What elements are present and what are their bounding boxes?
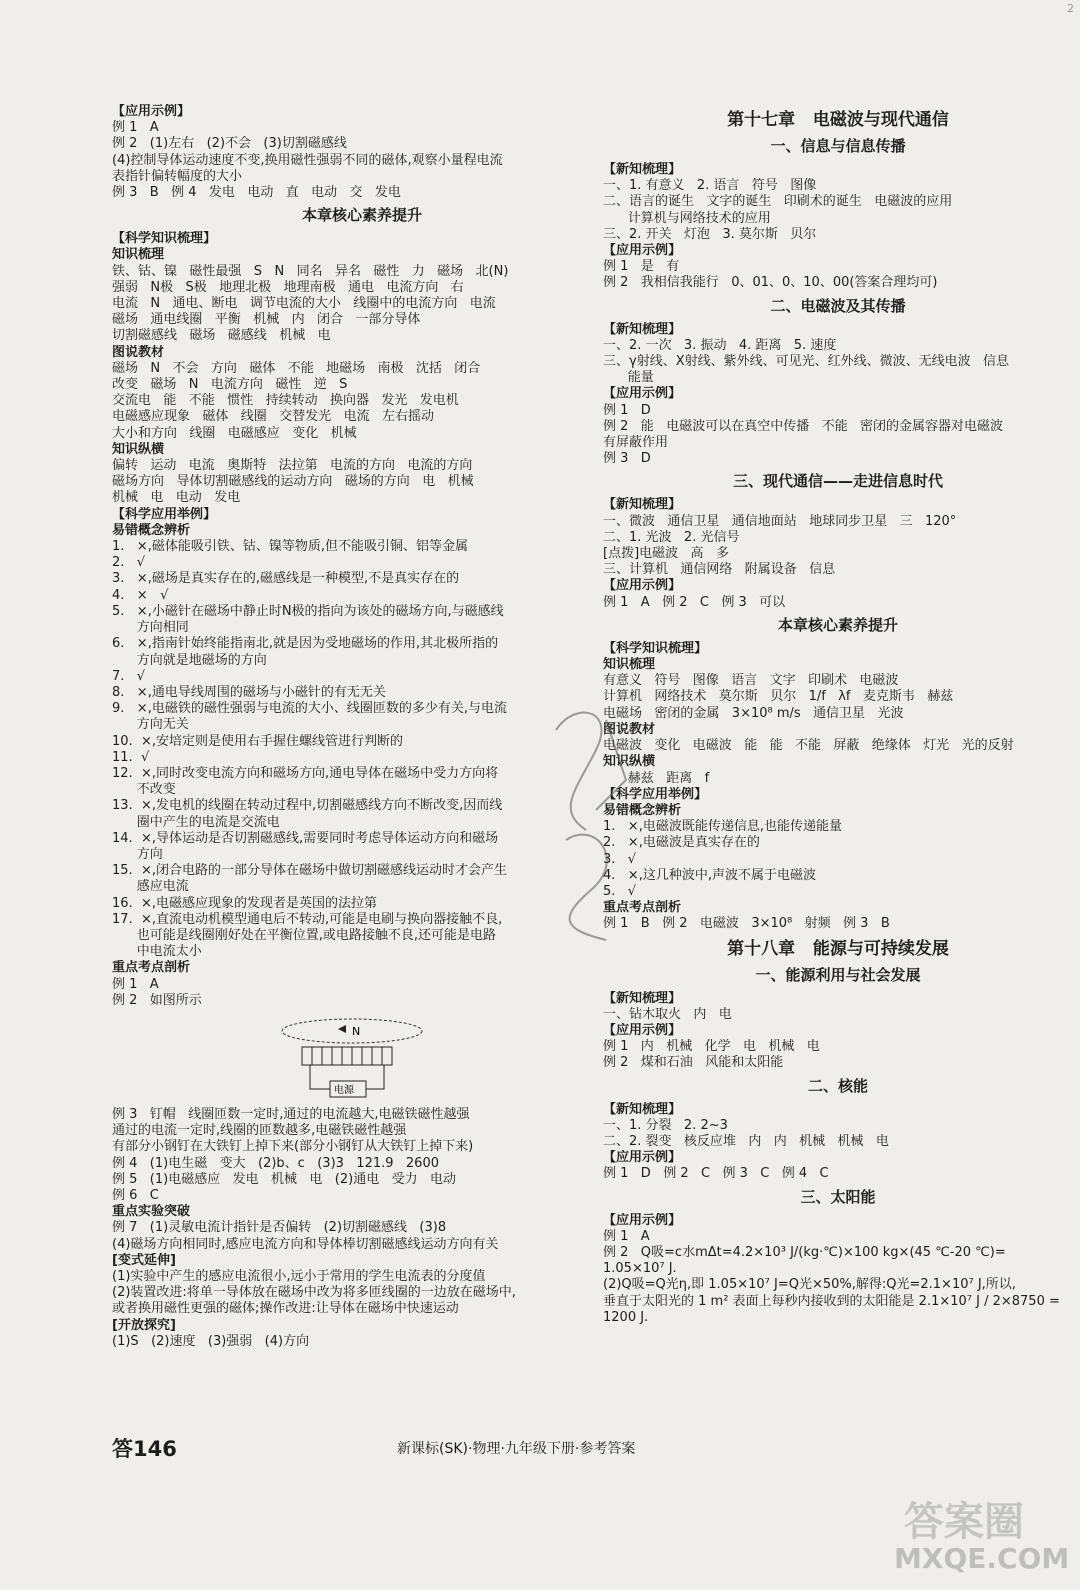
- answer-line: 1. ×,电磁波既能传递信息,也能传递能量: [603, 819, 842, 835]
- answer-line: (4)磁场方向相同时,感应电流方向和导体棒切割磁感线运动方向有关: [112, 1236, 499, 1252]
- answer-line: 计算机 网络技术 莫尔斯 贝尔 1/f λf 麦克斯韦 赫兹: [603, 689, 954, 705]
- subsection-label: 易错概念辨析: [112, 522, 191, 538]
- answer-line: [点拨]电磁波 高 多: [603, 546, 729, 562]
- answer-line: 不改变: [112, 782, 176, 798]
- answer-line: 大小和方向 线圈 电磁感应 变化 机械: [112, 425, 357, 441]
- answer-line: 一、钻木取火 内 电: [603, 1006, 732, 1022]
- right-column: [603, 104, 1073, 1326]
- answer-line: 二、2. 裂变 核反应堆 内 内 机械 机械 电: [603, 1133, 889, 1149]
- answer-line: 三、2. 开关 灯泡 3. 莫尔斯 贝尔: [603, 226, 817, 242]
- answer-line: 磁场 N 不会 方向 磁体 不能 地磁场 南极 沈括 闭合: [112, 360, 481, 376]
- answer-line: 二、语言的诞生 文字的诞生 印刷术的诞生 电磁波的应用: [603, 194, 953, 210]
- answer-line: 例 3 钉帽 线圈匝数一定时,通过的电流越大,电磁铁磁性越强: [112, 1106, 470, 1122]
- bracket-label: [开放探究]: [112, 1317, 176, 1333]
- answer-line: 7. √: [112, 668, 146, 684]
- answer-line: 磁场 通电线圈 平衡 机械 内 闭合 一部分导体: [112, 312, 421, 328]
- answer-line: 例 2 能 电磁波可以在真空中传播 不能 密闭的金属容器对电磁波: [603, 418, 1003, 434]
- diagram-source-label: 电源: [334, 1084, 354, 1096]
- answer-line: 例 1 A: [112, 120, 159, 136]
- watermark-logo-chars: 答案圈: [904, 1499, 1024, 1545]
- answer-line: 感应电流: [112, 879, 189, 895]
- answer-line: 垂直于太阳光的 1 m² 表面上每秒内接收到的太阳能是 2.1×10⁷ J / 2×8750 =: [603, 1293, 1060, 1309]
- answer-line: 三、计算机 通信网络 附属设备 信息: [603, 562, 836, 578]
- answer-line: 方向无关: [112, 717, 189, 733]
- answer-line: 通过的电流一定时,线圈的匝数越多,电磁铁磁性越强: [112, 1123, 407, 1139]
- bracket-label: 【应用示例】: [603, 243, 682, 259]
- answer-line: 例 6 C: [112, 1187, 159, 1203]
- answer-line: 一、1. 分裂 2. 2~3: [603, 1117, 728, 1133]
- answer-line: 能量: [603, 370, 654, 386]
- answer-line: 5. √: [603, 883, 637, 899]
- answer-line: 1. ×,磁体能吸引铁、钴、镍等物质,但不能吸引铜、铝等金属: [112, 539, 468, 555]
- subsection-label: 图说教材: [112, 344, 165, 360]
- answer-line: 一、微波 通信卫星 通信地面站 地球同步卫星 三 120°: [603, 513, 957, 529]
- answer-line: 1200 J.: [603, 1309, 649, 1325]
- subsection-label: 图说教材: [603, 721, 656, 737]
- watermark-logo: [894, 1490, 1070, 1582]
- answer-line: 例 5 (1)电磁感应 发电 机械 电 (2)通电 受力 电动: [112, 1171, 457, 1187]
- answer-line: 17. ×,直流电动机模型通电后不转动,可能是电刷与换向器接触不良,: [112, 911, 503, 927]
- answer-line: 磁场方向 导体切割磁感线的运动方向 磁场的方向 电 机械: [112, 474, 474, 490]
- page-footer: [112, 1433, 812, 1473]
- answer-line: 有意义 符号 图像 语言 文字 印刷术 电磁波: [603, 673, 899, 689]
- answer-line: 一、1. 有意义 2. 语言 符号 图像: [603, 178, 817, 194]
- answer-line: 例 2 我相信我能行 0、01、0、10、00(答案合理均可): [603, 275, 938, 291]
- bracket-label: 【科学知识梳理】: [112, 231, 217, 247]
- answer-line: 8. ×,通电导线周围的磁场与小磁针的有无无关: [112, 684, 386, 700]
- answer-line: 9. ×,电磁铁的磁性强弱与电流的大小、线圈匝数的多少有关,与电流: [112, 701, 507, 717]
- answer-line: 或者换用磁性更强的磁体;操作改进:让导体在磁场中快速运动: [112, 1301, 459, 1317]
- answer-line: 电流 N 通电、断电 调节电流的大小 线圈中的电流方向 电流: [112, 296, 496, 312]
- answer-line: 例 1 是 有: [603, 259, 680, 275]
- answer-line: 机械 电 电动 发电: [112, 490, 241, 506]
- answer-line: 例 1 A: [603, 1228, 650, 1244]
- footer-title: 新课标(SK)·物理·九年级下册·参考答案: [397, 1441, 636, 1457]
- answer-line: 16. ×,电磁感应现象的发现者是英国的法拉第: [112, 895, 377, 911]
- subsection-label: 知识梳理: [112, 247, 165, 263]
- electromagnet-diagram: [112, 1013, 612, 1101]
- page-number: 答146: [112, 1437, 177, 1461]
- answer-line: (2)Q吸=Q光η,即 1.05×10⁷ J=Q光×50%,解得:Q光=2.1×10⁷ J,所以,: [603, 1277, 1016, 1293]
- bracket-label: 【科学应用举例】: [603, 786, 708, 802]
- answer-line: 15. ×,闭合电路的一部分导体在磁场中做切割磁感线运动时才会产生: [112, 863, 507, 879]
- answer-line: 4. ×,这几种波中,声波不属于电磁波: [603, 867, 816, 883]
- answer-line: 方向就是地磁场的方向: [112, 652, 267, 668]
- answer-line: 方向相同: [112, 620, 189, 636]
- left-column: [112, 104, 612, 1350]
- answer-line: 例 1 A: [112, 976, 159, 992]
- answer-line: 2. √: [112, 555, 146, 571]
- answer-line: 例 2 (1)左右 (2)不会 (3)切割磁感线: [112, 136, 347, 152]
- section-heading: 三、太阳能: [800, 1187, 876, 1206]
- section-heading: 二、电磁波及其传播: [770, 296, 906, 315]
- answer-line: 强弱 N极 S极 地理北极 地理南极 通电 电流方向 右: [112, 279, 464, 295]
- section-heading: 二、核能: [807, 1076, 868, 1095]
- bracket-label: 【应用示例】: [603, 578, 682, 594]
- bracket-label: 【应用示例】: [603, 386, 682, 402]
- chapter-title: 第十八章 能源与可持续发展: [727, 938, 949, 959]
- section-heading: 一、能源利用与社会发展: [755, 965, 921, 984]
- answer-line: 电磁场 密闭的金属 3×10⁸ m/s 通信卫星 光波: [603, 705, 904, 721]
- subsection-label: 重点考点剖析: [112, 960, 191, 976]
- answer-line: 3. ×,磁场是真实存在的,磁感线是一种模型,不是真实存在的: [112, 571, 460, 587]
- diagram-n-label: N: [352, 1024, 361, 1038]
- answer-line: 例 1 内 机械 化学 电 机械 电: [603, 1039, 820, 1055]
- answer-line: 6. ×,指南针始终能指南北,就是因为受地磁场的作用,其北极所指的: [112, 636, 499, 652]
- answer-line: 圈中产生的电流是交流电: [112, 814, 280, 830]
- bracket-label: [变式延伸]: [112, 1252, 176, 1268]
- answer-line: 电磁感应现象 磁体 线圈 交替发光 电流 左右摇动: [112, 409, 434, 425]
- answer-line: 5. ×,小磁针在磁场中静止时N极的指向为该处的磁场方向,与磁感线: [112, 603, 504, 619]
- subsection-label: 重点实验突破: [112, 1204, 191, 1220]
- bracket-label: 【新知梳理】: [603, 990, 682, 1006]
- subsection-label: 重点考点剖析: [603, 900, 682, 916]
- answer-line: 电磁波 变化 电磁波 能 能 不能 屏蔽 绝缘体 灯光 光的反射: [603, 738, 1014, 754]
- answer-line: 表指针偏转幅度的大小: [112, 168, 243, 184]
- answer-line: 2. ×,电磁波是真实存在的: [603, 835, 760, 851]
- subsection-label: 易错概念辨析: [603, 802, 682, 818]
- answer-line: 例 2 煤和石油 风能和太阳能: [603, 1055, 784, 1071]
- corner-mark: 2: [1067, 2, 1074, 15]
- answer-line: 铁、钴、镍 磁性最强 S N 同名 异名 磁性 力 磁场 北(N): [112, 263, 509, 279]
- answer-line: (1)S (2)速度 (3)强弱 (4)方向: [112, 1333, 310, 1349]
- answer-line: 例 4 (1)电生磁 变大 (2)b、c (3)3 121.9 2600: [112, 1155, 439, 1171]
- section-heading: 三、现代通信——走进信息时代: [732, 472, 943, 491]
- bracket-label: 【科学知识梳理】: [603, 640, 708, 656]
- bracket-label: 【科学应用举例】: [112, 506, 217, 522]
- answer-line: 例 7 (1)灵敏电流计指针是否偏转 (2)切割磁感线 (3)8: [112, 1220, 447, 1236]
- subsection-label: 知识纵横: [112, 441, 165, 457]
- subsection-label: 知识梳理: [603, 657, 656, 673]
- answer-line: 偏转 运动 电流 奥斯特 法拉第 电流的方向 电流的方向: [112, 458, 473, 474]
- answer-line: 有部分小钢钉在大铁钉上掉下来(部分小钢钉从大铁钉上掉下来): [112, 1139, 474, 1155]
- answer-line: 例 1 A 例 2 C 例 3 可以: [603, 594, 786, 610]
- bracket-label: 【新知梳理】: [603, 497, 682, 513]
- answer-line: 1.05×10⁷ J.: [603, 1261, 677, 1277]
- answer-line: 14. ×,导体运动是否切割磁感线,需要同时考虑导体运动方向和磁场: [112, 830, 499, 846]
- subsection-label: 知识纵横: [603, 754, 656, 770]
- answer-line: (2)装置改进:将单一导体放在磁场中改为将多匝线圈的一边放在磁场中,: [112, 1285, 516, 1301]
- answer-line: 切割磁感线 磁场 磁感线 机械 电: [112, 328, 331, 344]
- bracket-label: 【应用示例】: [603, 1212, 682, 1228]
- answer-line: 11. √: [112, 749, 150, 765]
- chapter-title: 第十七章 电磁波与现代通信: [727, 110, 949, 130]
- section-heading: 本章核心素养提升: [301, 206, 422, 225]
- answer-line: 改变 磁场 N 电流方向 磁性 逆 S: [112, 377, 348, 393]
- bracket-label: 【新知梳理】: [603, 1101, 682, 1117]
- watermark-site: MXQE.COM: [894, 1542, 1070, 1575]
- answer-line: 例 1 D: [603, 402, 651, 418]
- bracket-label: 【应用示例】: [603, 1022, 682, 1038]
- answer-line: 一、2. 一次 3. 振动 4. 距离 5. 速度: [603, 337, 837, 353]
- answer-line: 3. √: [603, 851, 637, 867]
- answer-line: 例 2 如图所示: [112, 992, 202, 1008]
- section-heading: 一、信息与信息传播: [770, 137, 906, 155]
- answer-line: 13. ×,发电机的线圈在转动过程中,切割磁感线方向不断改变,因而线: [112, 798, 503, 814]
- answer-line: 10. ×,安培定则是使用右手握住螺线管进行判断的: [112, 733, 403, 749]
- answer-line: 例 1 D 例 2 C 例 3 C 例 4 C: [603, 1166, 829, 1182]
- answer-line: 4. × √: [112, 587, 169, 603]
- answer-line: (1)实验中产生的感应电流很小,远小于常用的学生电流表的分度值: [112, 1269, 486, 1284]
- answer-line: 交流电 能 不能 惯性 持续转动 换向器 发光 发电机: [112, 393, 459, 409]
- bracket-label: 【应用示例】: [603, 1150, 682, 1166]
- answer-line: 中电流太小: [112, 944, 202, 960]
- answer-line: 三、γ射线、X射线、紫外线、可见光、红外线、微波、无线电波 信息: [603, 354, 1009, 370]
- answer-line: 有屏蔽作用: [603, 435, 669, 451]
- section-heading: 本章核心素养提升: [777, 615, 898, 634]
- bracket-label: 【新知梳理】: [603, 321, 682, 337]
- answer-line: 也可能是线圈刚好处在平衡位置,或电路接触不良,还可能是电路: [112, 927, 497, 943]
- answer-line: 二、1. 光波 2. 光信号: [603, 529, 740, 545]
- answer-line: 方向: [112, 846, 163, 862]
- answer-line: (4)控制导体运动速度不变,换用磁性强弱不同的磁体,观察小量程电流: [112, 152, 503, 168]
- answer-line: 12. ×,同时改变电流方向和磁场方向,通电导体在磁场中受力方向将: [112, 765, 499, 781]
- answer-line: 计算机与网络技术的应用: [603, 210, 771, 226]
- answer-line: 例 1 B 例 2 电磁波 3×10⁸ 射频 例 3 B: [603, 916, 890, 932]
- answer-line: 例 2 Q吸=c水mΔt=4.2×10³ J/(kg·℃)×100 kg×(45 ℃-20 ℃)=: [603, 1244, 1006, 1260]
- answer-line: 例 3 D: [603, 451, 651, 467]
- bracket-label: 【应用示例】: [112, 104, 191, 119]
- answer-line: 例 3 B 例 4 发电 电动 直 电动 交 发电: [112, 185, 401, 201]
- answer-line: 赫兹 距离 f: [603, 770, 710, 786]
- bracket-label: 【新知梳理】: [603, 162, 682, 177]
